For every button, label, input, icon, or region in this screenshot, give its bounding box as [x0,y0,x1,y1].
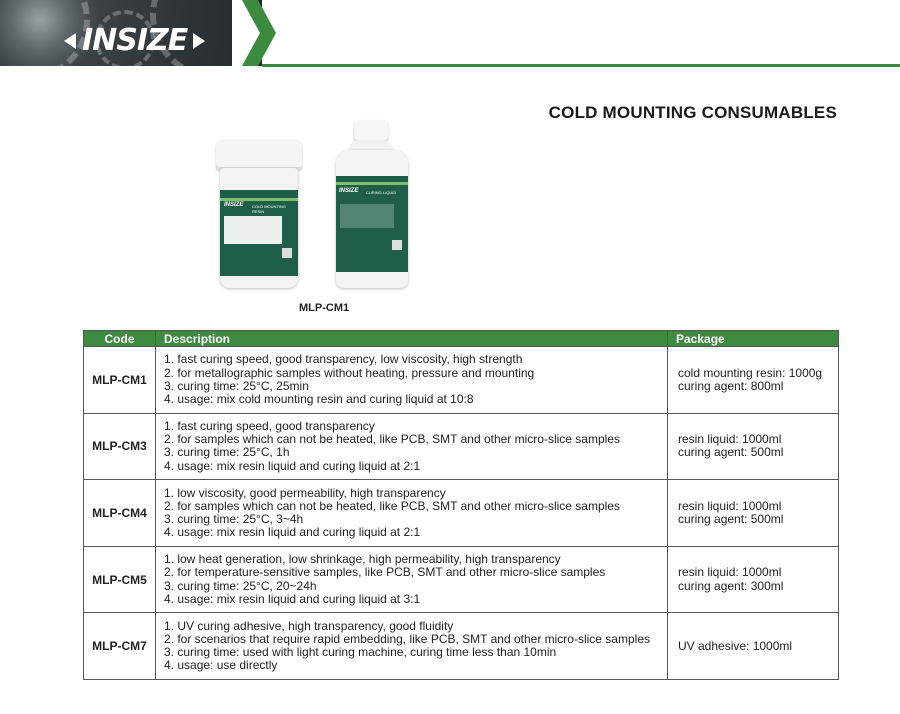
table-row [84,480,839,547]
page-title: COLD MOUNTING CONSUMABLES [548,103,837,122]
description-line: 1. fast curing speed, good transparency [164,418,375,433]
jar-label-name: COLD MOUNTING RESIN [252,204,286,214]
header-description: Description [156,331,668,347]
logo-text: INSIZE [82,23,188,58]
description-line: 4. usage: mix resin liquid and curing liquid at 2:1 [164,525,421,540]
bottle-label-brand: INSIZE [339,188,359,194]
jar-label-brand: INSIZE [224,202,244,208]
bottle-label-name: CURING LIQUID [366,190,397,195]
jar-lid [216,140,302,170]
description-line: 3. curing time: used with light curing machine, curing time less than 10min [164,645,557,660]
description-line: 2. for temperature-sensitive samples, like PCB, SMT and other micro-slice samples [164,565,606,580]
header-package: Package [668,331,839,347]
table-row [84,546,839,613]
description-cell [156,413,668,480]
product-image [210,118,420,293]
description-line: 4. usage: mix cold mounting resin and curing liquid at 10:8 [164,392,474,406]
package-line: resin liquid: 1000ml [678,432,782,447]
table-row [84,413,839,480]
package-cell [668,613,839,680]
description-line: 2. for samples which can not be heated, like PCB, SMT and other micro-slice samples [164,432,620,447]
table-header-row [84,331,839,347]
package-cell [668,347,839,414]
description-line: 1. UV curing adhesive, high transparency, good fluidity [164,618,454,633]
header-banner [0,0,900,68]
logo-left-arrow-icon [64,33,76,49]
resin-jar [216,140,302,288]
description-line: 2. for scenarios that require rapid embedding, like PCB, SMT and other micro-slice samples [164,631,650,646]
description-line: 4. usage: use directly [164,658,278,673]
product-code: MLP-CM3 [84,413,156,480]
table-row [84,613,839,680]
curing-liquid-bottle [336,120,408,290]
description-line: 3. curing time: 25°C, 1h [164,445,290,460]
description-line: 3. curing time: 25°C, 20~24h [164,578,317,593]
product-code: MLP-CM7 [84,613,156,680]
bottle-body [336,150,408,288]
package-cell [668,413,839,480]
description-line: 3. curing time: 25°C, 25min [164,378,309,393]
jar-label [220,190,298,276]
product-code: MLP-CM1 [84,347,156,414]
description-line: 1. low heat generation, low shrinkage, high permeability, high transparency [164,552,561,567]
description-line: 1. low viscosity, good permeability, high transparency [164,485,446,500]
description-line: 4. usage: mix resin liquid and curing liquid at 2:1 [164,458,421,473]
product-code: MLP-CM4 [84,480,156,547]
insize-logo [64,24,205,58]
description-cell [156,613,668,680]
bottle-cap [354,120,388,142]
package-cell [668,480,839,547]
package-line: curing agent: 800ml [678,378,784,393]
table-row [84,347,839,414]
logo-right-arrow-icon [193,33,205,49]
description-line: 1. fast curing speed, good transparency, low viscosity, high strength [164,352,523,367]
package-line: curing agent: 500ml [678,511,784,526]
banner-chevron-icon [232,0,276,66]
description-cell [156,480,668,547]
package-line: UV adhesive: 1000ml [678,638,793,653]
product-code: MLP-CM5 [84,546,156,613]
jar-body [220,168,298,288]
description-cell [156,546,668,613]
description-line: 3. curing time: 25°C, 3~4h [164,511,304,526]
package-cell [668,546,839,613]
package-line: curing agent: 300ml [678,578,784,593]
bottle-label [336,176,408,272]
product-caption: MLP-CM1 [299,302,350,314]
description-line: 4. usage: mix resin liquid and curing liquid at 3:1 [164,591,421,606]
package-line: cold mounting resin: 1000g [678,365,823,380]
header-rule [262,64,900,67]
description-line: 2. for metallographic samples without heating, pressure and mounting [164,365,535,380]
spec-table [83,330,839,680]
description-line: 2. for samples which can not be heated, like PCB, SMT and other micro-slice samples [164,498,620,513]
header-code: Code [84,331,156,347]
package-line: resin liquid: 1000ml [678,498,782,513]
description-cell [156,347,668,414]
package-line: resin liquid: 1000ml [678,565,782,580]
package-line: curing agent: 500ml [678,445,784,460]
